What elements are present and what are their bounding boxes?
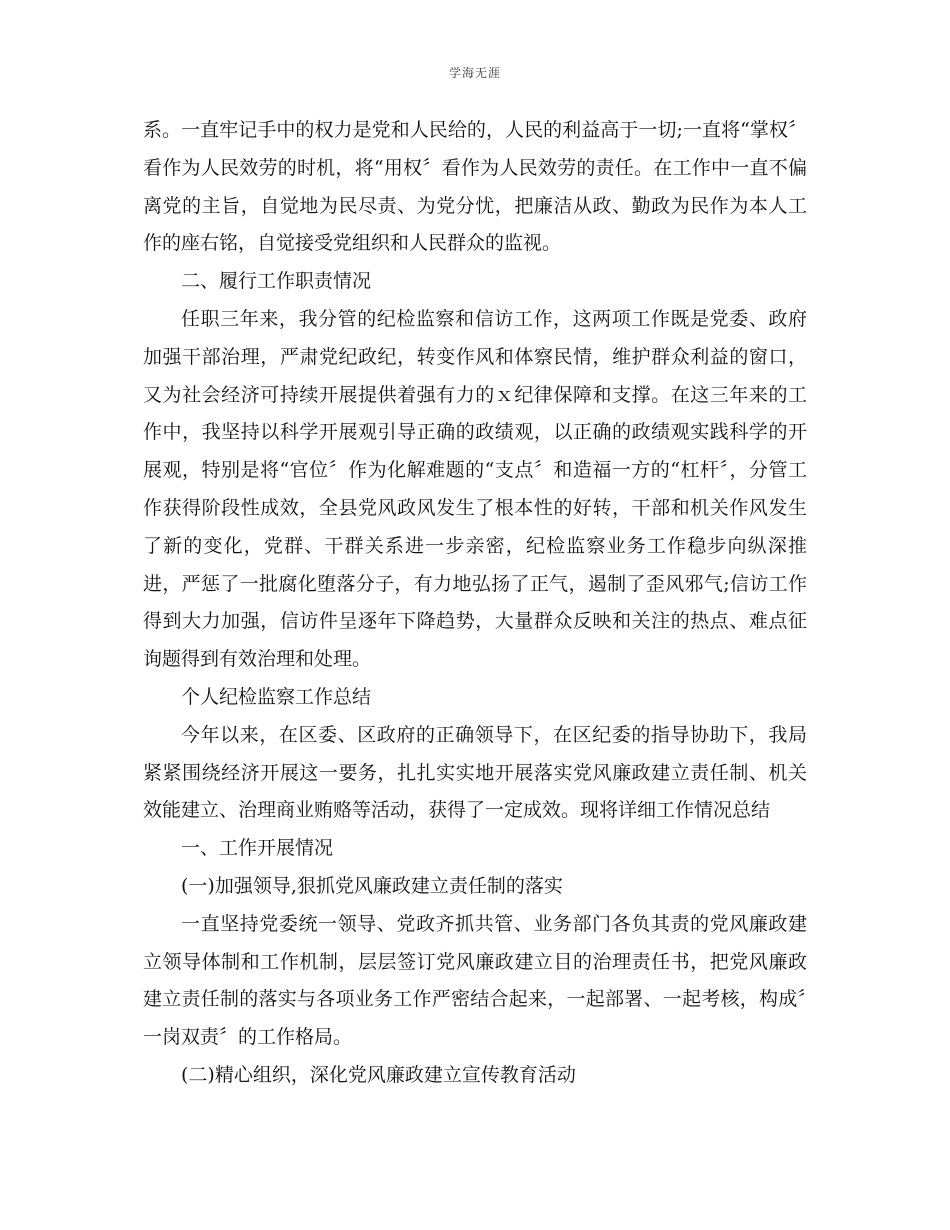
page-header: 学海无涯: [448, 66, 501, 80]
paragraph-3: 今年以来，在区委、区政府的正确领导下，在区纪委的指导协助下，我局紧紧围绕经济开展这一要务，扎扎实实地开展落实党风廉政建立责任制、机关效能建立、治理商业贿赂等活动，获得了一定成效。现将详细工作情况总结: [143, 723, 807, 822]
section-title-summary: 个人纪检监察工作总结: [181, 685, 372, 708]
subheading-2: (二)精心组织，深化党风廉政建立宣传教育活动: [181, 1063, 576, 1086]
paragraph-4: 一直坚持党委统一领导、党政齐抓共管、业务部门各负其责的党风廉政建立领导体制和工作机制，层层签订党风廉政建立目的治理责任书，把党风廉政建立责任制的落实与各项业务工作严密结合起来，一起部署、一起考核，构成〞一岗双责〞的工作格局。: [143, 912, 807, 1049]
section-heading-work-status: 一、工作开展情况: [181, 837, 334, 860]
document-body: [143, 112, 807, 1095]
subheading-1: (一)加强领导,狠抓党风廉政建立责任制的落实: [181, 874, 563, 897]
paragraph-1: 系。一直牢记手中的权力是党和人民给的，人民的利益高于一切;一直将“掌权〞看作为人民效劳的时机，将“用权〞看作为人民效劳的责任。在工作中一直不偏离党的主旨，自觉地为民尽责、为党分忧，把廉洁从政、勤政为民作为本人工作的座右铭，自觉接受党组织和人民群众的监视。: [143, 119, 807, 255]
paragraph-2: 任职三年来，我分管的纪检监察和信访工作，这两项工作既是党委、政府加强干部治理，严肃党纪政纪，转变作风和体察民情，维护群众利益的窗口，又为社会经济可持续开展提供着强有力的ｘ纪律保障和支撑。在这三年来的工作中，我坚持以科学开展观引导正确的政绩观，以正确的政绩观实践科学的开展观，特别是将“官位〞作为化解难题的“支点〞和造福一方的“杠杆〞，分管工作获得阶段性成效，全县党风政风发生了根本性的好转，干部和机关作风发生了新的变化，党群、干群关系进一步亲密，纪检监察业务工作稳步向纵深推进，严惩了一批腐化堕落分子，有力地弘扬了正气，遏制了歪风邪气;信访工作得到大力加强，信访件呈逐年下降趋势，大量群众反映和关注的热点、难点征询题得到有效治理和处理。: [143, 307, 807, 671]
section-heading-duties: 二、履行工作职责情况: [181, 270, 372, 293]
